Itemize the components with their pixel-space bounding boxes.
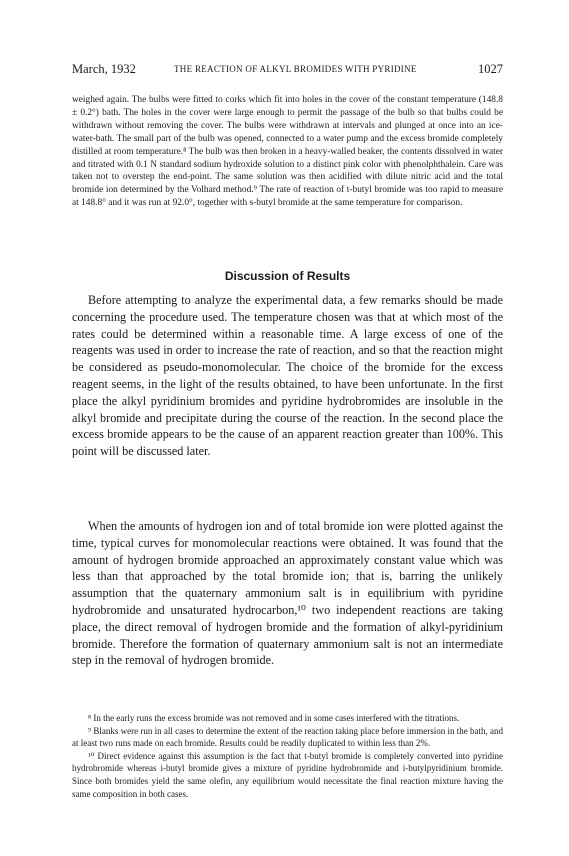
page-number: 1027 [478,62,503,76]
discussion-body-2 [72,518,503,669]
footnote-10: ¹⁰ Direct evidence against this assumption is the fact that t-butyl bromide is completely converted into pyridine hydrobromide whereas i-butyl bromide gives a mixture of pyridine hydrobromide and i-butylpyridinium bromide. Since both bromides yield the same olefin, any equilibrium would necessitate the final reaction mixture having the same composition in both cases. [72,750,503,799]
footnote-8: ⁸ In the early runs the excess bromide was not removed and in some cases interfered with the titrations. [88,713,460,723]
page-header [72,62,503,78]
paragraph: When the amounts of hydrogen ion and of total bromide ion were plotted against the time, typical curves for monomolecular reactions were obtained. It was found that the amount of hydrogen bromide approached an approximately constant value which was less than that approached by the total bromide ion; that is, barring the unlikely assumption that the quaternary ammonium salt is in equilibrium with pyridine hydrobromide and unsaturated hydrocarbon,¹⁰ two independent reactions are taking place, the direct removal of hydrogen bromide and the formation of alkyl-pyridinium bromide. Therefore the formation of quaternary ammonium salt is not an intermediate step in the removal of hydrogen bromide. [72,519,503,668]
footnote-9: ⁹ Blanks were run in all cases to determine the extent of the reaction taking place before immersion in the bath, and at least two runs made on each bromide. Results could be readily duplicated to within less than 2%. [72,725,503,749]
footnotes [72,712,503,800]
experimental-paragraph: weighed again. The bulbs were fitted to corks which fit into holes in the cover of the constant temperature (148.8 ± 0.2°) bath. The holes in the cover were large enough to permit the passage of the bulb so that bulbs could be withdrawn without removing the cover. The bulbs were withdrawn at intervals and plunged at once into an ice-water-bath. The small part of the bulb was opened, connected to a water pump and the excess bromide completely distilled at room temperature.⁸ The bulb was then broken in a heavy-walled beaker, the contents dissolved in water and titrated with 0.1 N standard sodium hydroxide solution to a distinct pink color with phenolphthalein. Care was taken not to overstep the end-point. The same solution was then acidified with dilute nitric acid and the total bromide ion determined by the Volhard method.⁹ The rate of reaction of t-butyl bromide was too rapid to measure at 148.8° and it was run at 92.0°, together with s-butyl bromide at the same temperature for comparison. [72,95,503,209]
paragraph: Before attempting to analyze the experimental data, a few remarks should be made concerning the procedure used. The temperature chosen was that at which most of the rates could be determined within a reasonable time. A large excess of one of the reagents was used in order to increase the rate of reaction, and so that the reaction might be considered as pseudo-monomolecular. The choice of the bromide for the excess reagent seems, in the light of the results obtained, to have been unfortunate. In the first place the alkyl pyridinium bromides and pyridine hydrobromides are insoluble in the alkyl bromide and precipitate during the course of the reaction. In the second place the excess bromide appears to be the cause of an apparent reaction greater than 100%. This point will be discussed later. [72,293,503,459]
header-date: March, 1932 [72,62,136,76]
section-heading: Discussion of Results [224,269,351,283]
running-title: THE REACTION OF ALKYL BROMIDES WITH PYRIDINE [174,64,417,74]
discussion-body-1 [72,292,503,460]
